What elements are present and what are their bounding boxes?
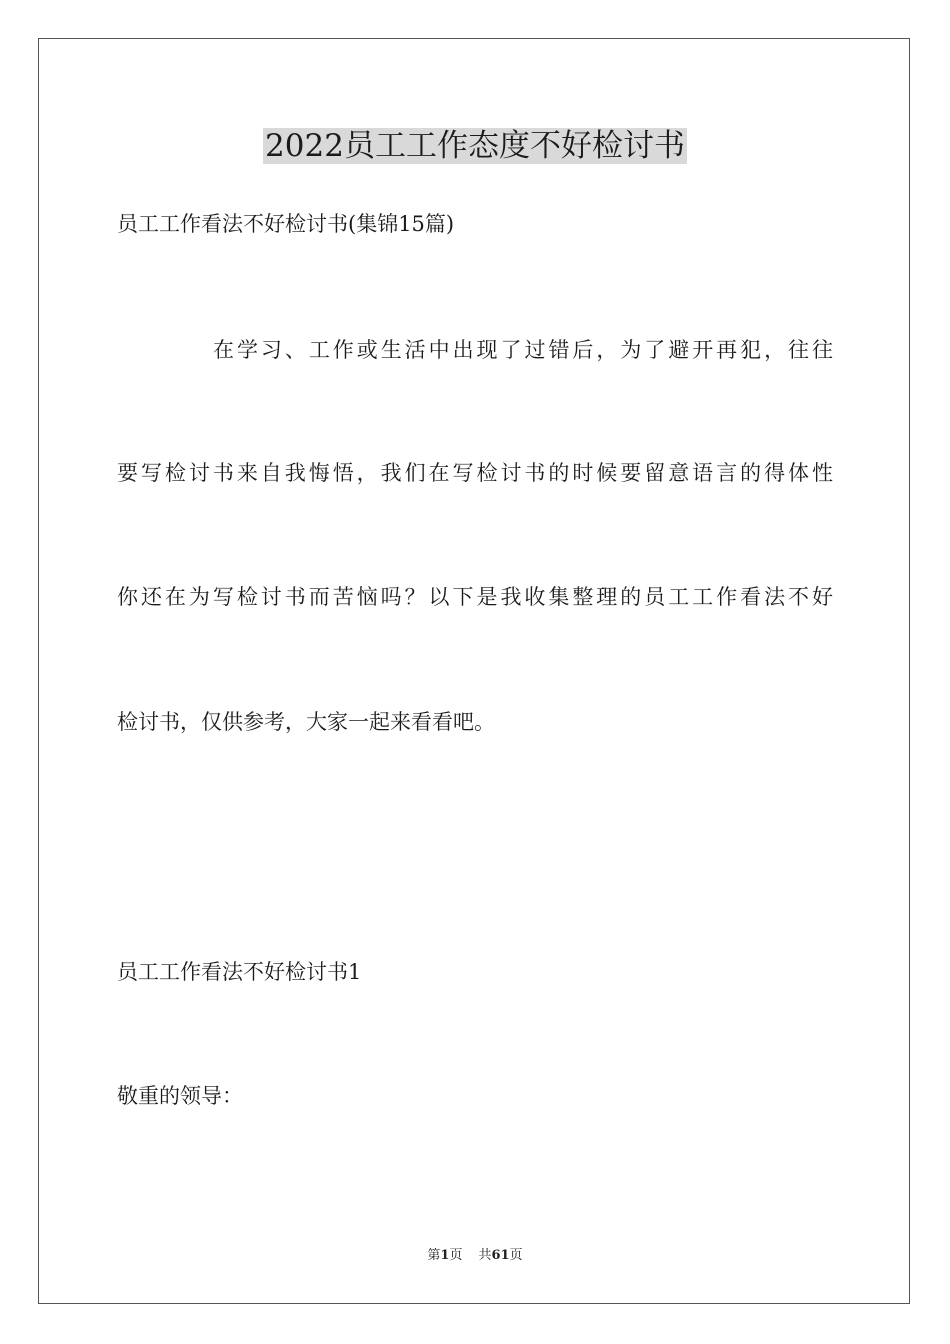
footer-total-pages: 61 xyxy=(491,1248,510,1263)
footer-total-suffix: 页 xyxy=(509,1248,523,1263)
intro-line-3: 你还在为写检讨书而苦恼吗？以下是我收集整理的员工工作看法不好 xyxy=(117,585,833,609)
salutation: 敬重的领导： xyxy=(117,1084,243,1108)
intro-line-1: 在学习、工作或生活中出现了过错后，为了避开再犯，往往 xyxy=(213,338,833,362)
footer-total-prefix: 共 xyxy=(478,1248,492,1263)
intro-line-2: 要写检讨书来自我悔悟，我们在写检讨书的时候要留意语言的得体性 xyxy=(117,461,833,485)
footer-page-prefix: 第 xyxy=(427,1248,441,1263)
footer-page-number: 1 xyxy=(440,1248,450,1263)
footer-page-suffix: 页 xyxy=(449,1248,463,1263)
section-heading: 员工工作看法不好检讨书1 xyxy=(117,960,362,984)
document-title-text: 2022员工工作态度不好检讨书 xyxy=(265,128,685,164)
intro-line-4: 检讨书，仅供参考，大家一起来看看吧。 xyxy=(117,710,495,734)
page-footer xyxy=(0,1246,950,1266)
document-title xyxy=(0,124,950,168)
document-subtitle: 员工工作看法不好检讨书(集锦15篇) xyxy=(117,212,455,236)
